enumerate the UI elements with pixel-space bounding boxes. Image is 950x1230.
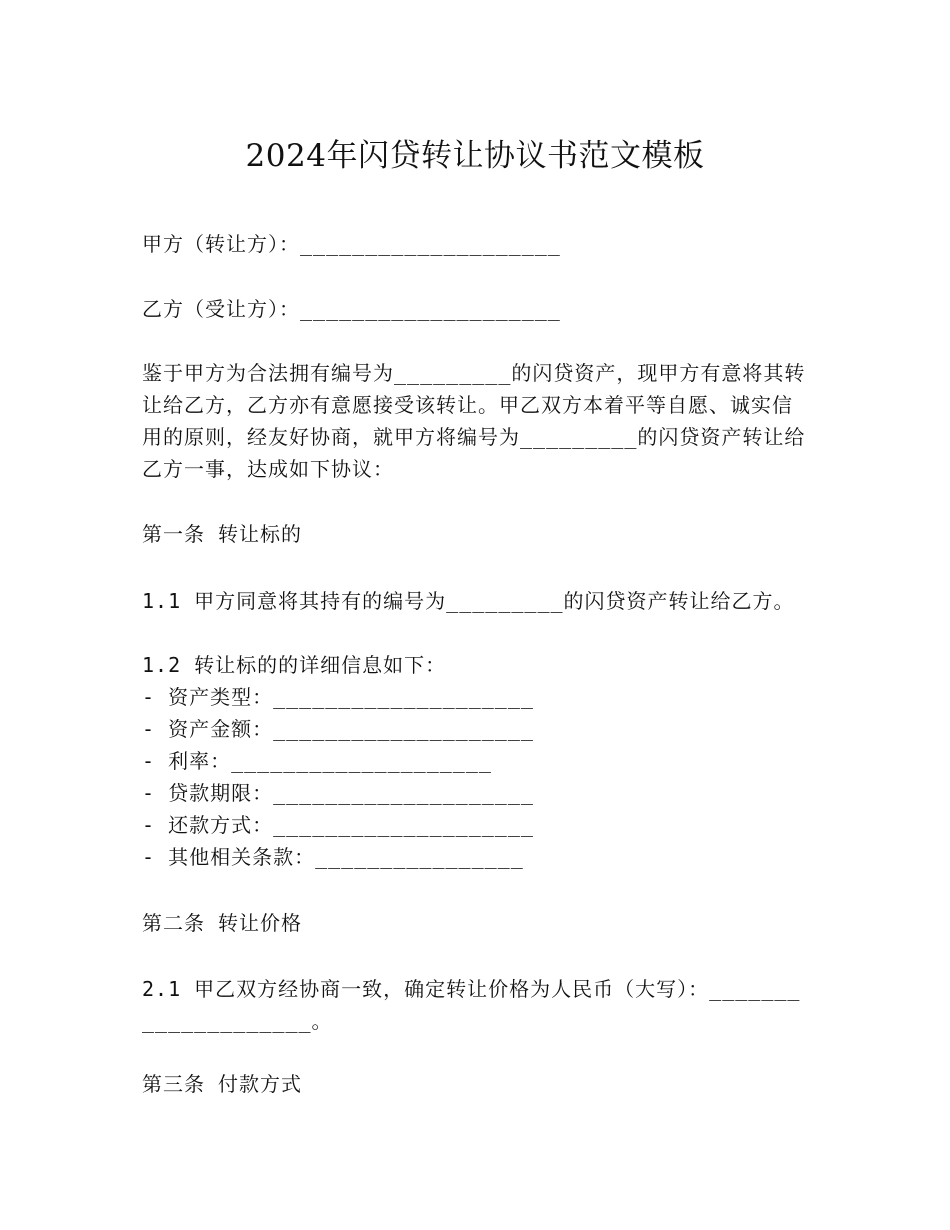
clause-1-2: 1.2 转让标的的详细信息如下： — [142, 653, 447, 677]
party-a-line: 甲方（转让方）：____________________ — [142, 232, 561, 256]
preamble-paragraph: 鉴于甲方为合法拥有编号为_________的闪贷资产，现甲方有意将其转让给乙方，乙方亦有意愿接受该转让。甲乙双方本着平等自愿、诚实信用的原则，经友好协商，就甲方将编号为_________的闪贷资产转让给乙方一事，达成如下协议： — [142, 361, 806, 481]
detail-item-repayment-method: - 还款方式：____________________ — [142, 813, 534, 837]
detail-item-asset-amount: - 资产金额：____________________ — [142, 717, 534, 741]
clause-1-1: 1.1 甲方同意将其持有的编号为_________的闪贷资产转让给乙方。 — [142, 589, 795, 613]
clause-2-1: 2.1 甲乙双方经协商一致，确定转让价格为人民币（大写）：____________________。 — [142, 977, 801, 1033]
party-b-line: 乙方（受让方）：____________________ — [142, 297, 561, 321]
article-3-heading: 第三条 付款方式 — [142, 1072, 303, 1096]
detail-item-other-terms: - 其他相关条款：________________ — [142, 845, 524, 869]
article-2-heading: 第二条 转让价格 — [142, 911, 303, 935]
article-1-heading: 第一条 转让标的 — [142, 522, 303, 546]
detail-item-asset-type: - 资产类型：____________________ — [142, 685, 534, 709]
detail-item-loan-term: - 贷款期限：____________________ — [142, 781, 534, 805]
detail-item-interest-rate: - 利率：____________________ — [142, 749, 492, 773]
document-title: 2024年闪贷转让协议书范文模板 — [245, 138, 705, 174]
